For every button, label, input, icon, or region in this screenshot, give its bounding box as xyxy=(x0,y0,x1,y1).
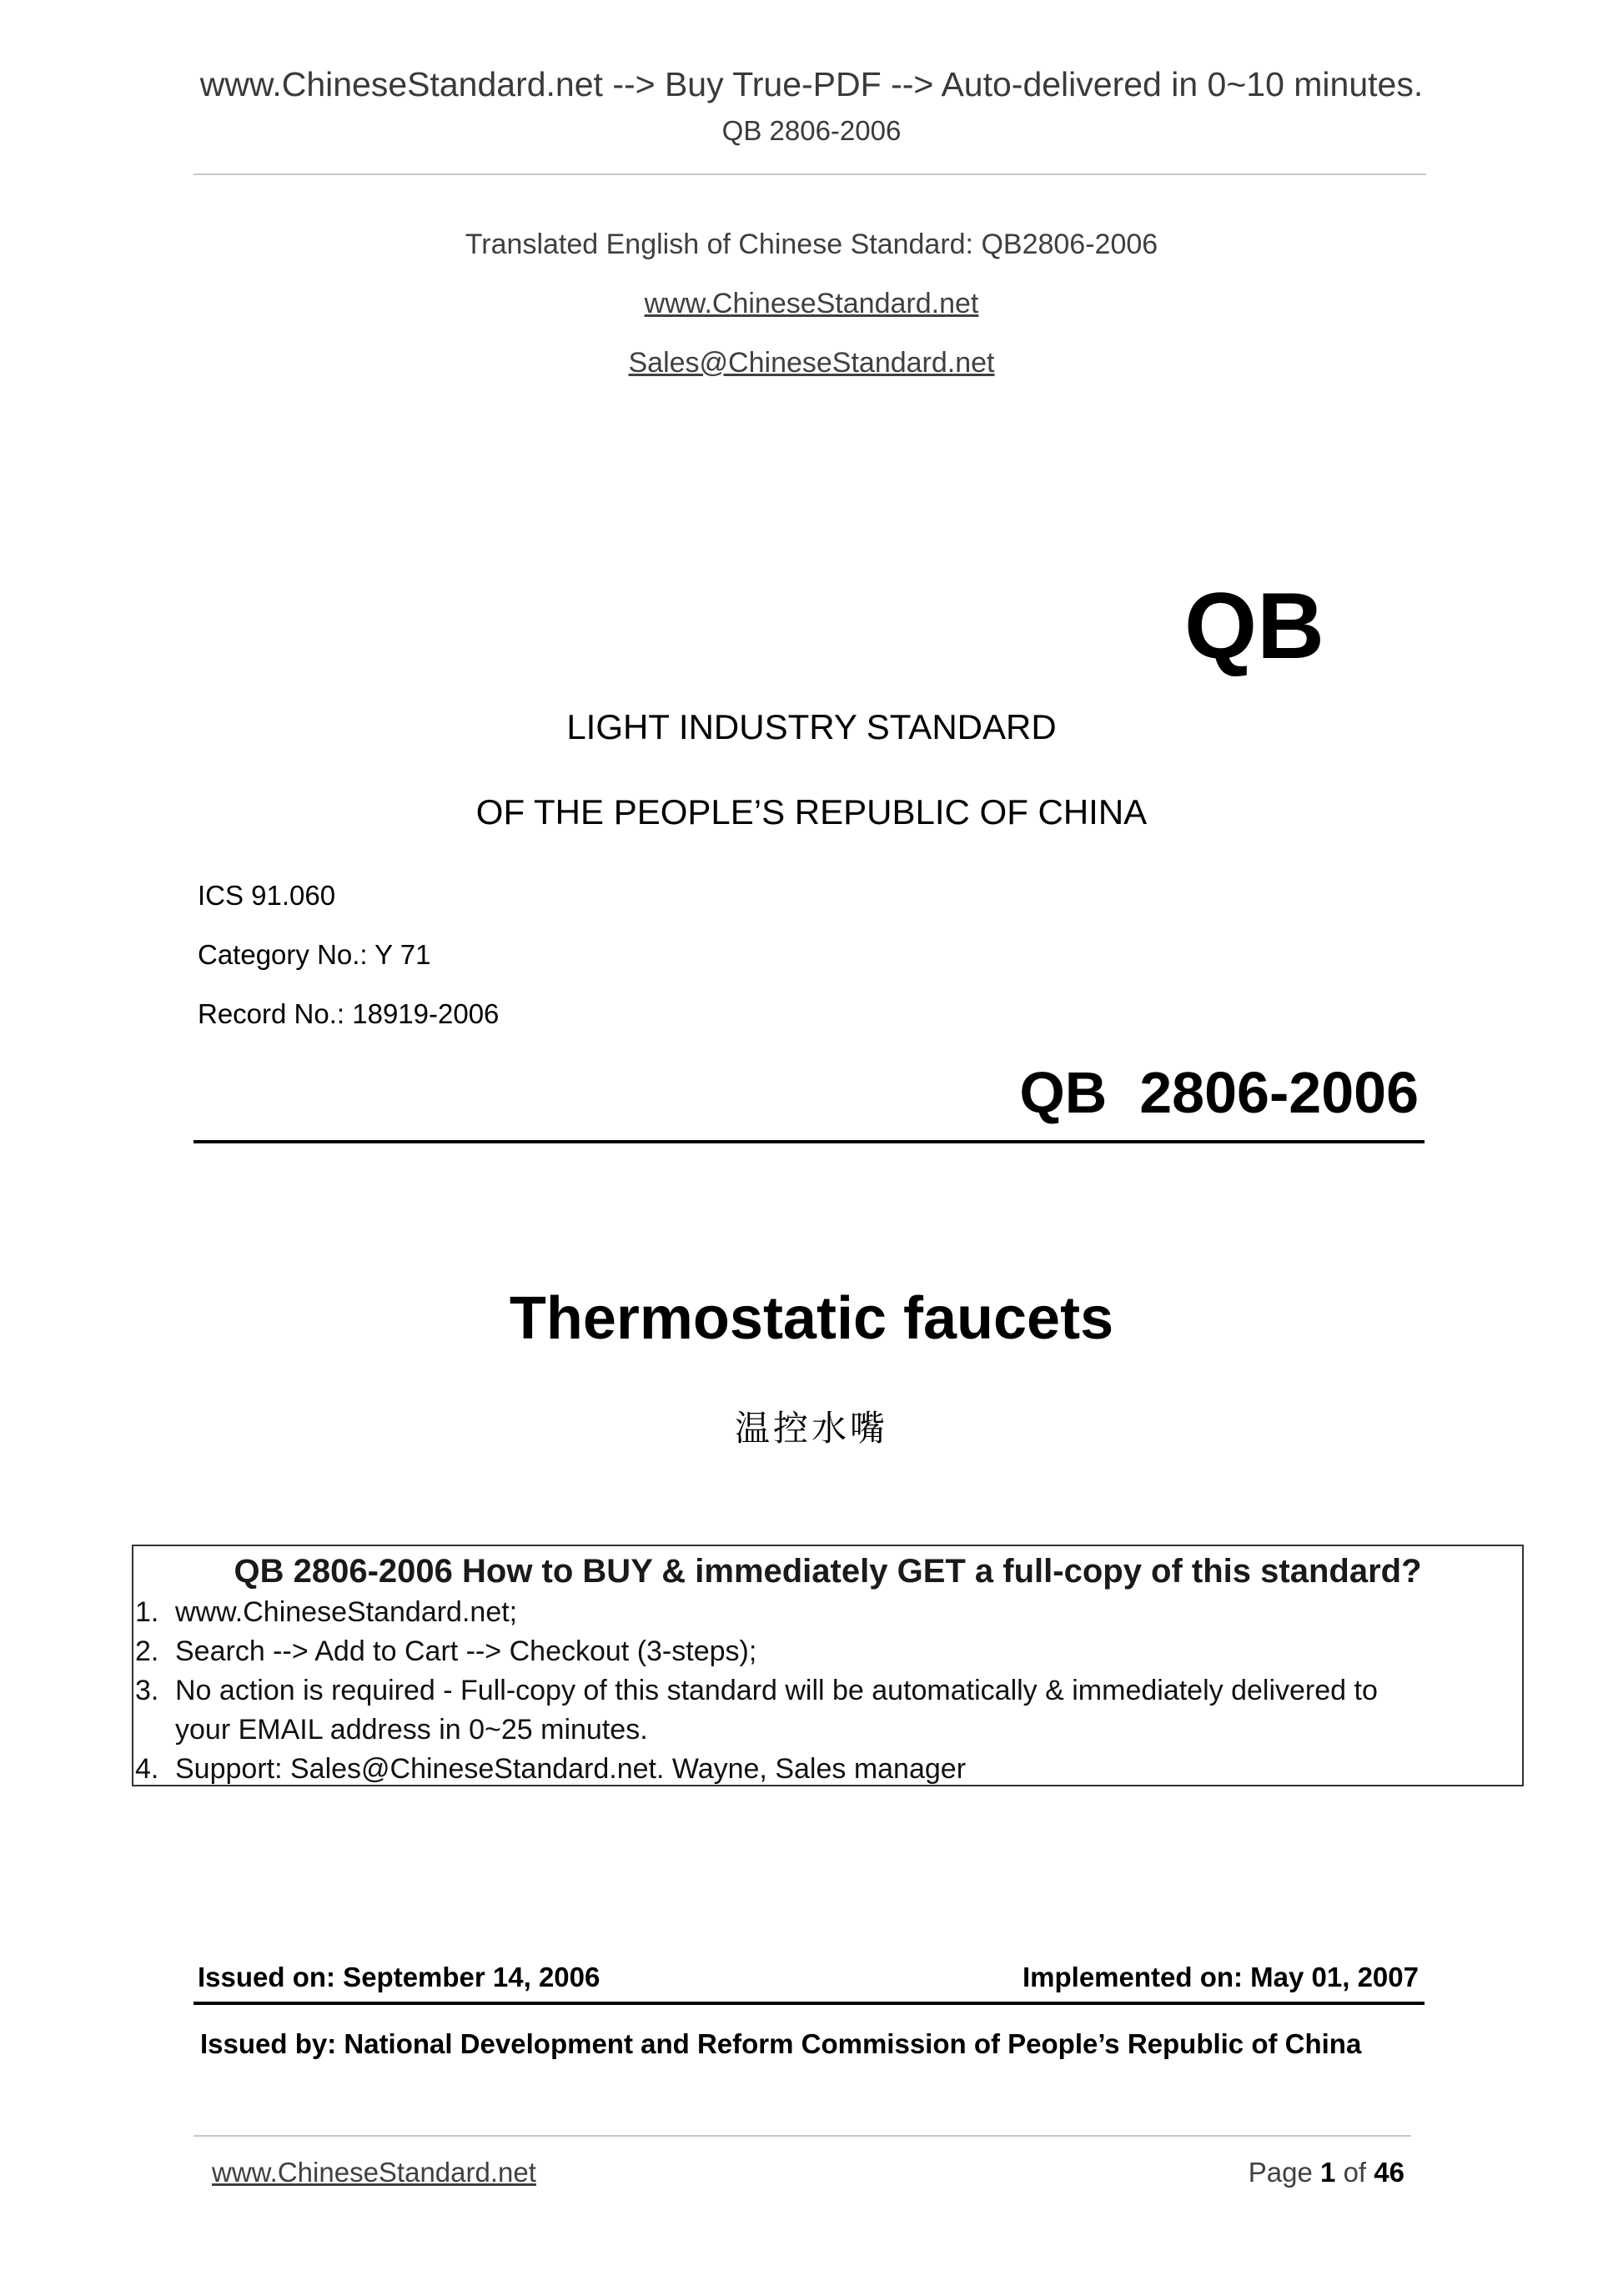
category-number: Category No.: Y 71 xyxy=(198,939,431,970)
document-title: Thermostatic faucets xyxy=(509,1285,1114,1352)
step-text: www.ChineseStandard.net; xyxy=(175,1596,518,1628)
standard-heading-line2: OF THE PEOPLE’S REPUBLIC OF CHINA xyxy=(475,792,1148,831)
purchase-step xyxy=(135,1596,517,1629)
standard-number-rule xyxy=(193,1140,1425,1143)
issue-divider xyxy=(193,2002,1425,2005)
page-label: Page xyxy=(1248,2157,1313,2188)
document-title-chinese: 温控水嘴 xyxy=(734,1408,888,1449)
header-standard-code: QB 2806-2006 xyxy=(721,115,902,146)
step-text: No action is required - Full-copy of this standard will be automatically & immediately delivered to xyxy=(175,1675,1378,1706)
step-text: Search --> Add to Cart --> Checkout (3-steps); xyxy=(175,1635,757,1667)
page-of-label: of xyxy=(1343,2157,1367,2188)
footer-site-link[interactable]: www.ChineseStandard.net xyxy=(212,2157,536,2188)
purchase-step-continuation xyxy=(175,1714,648,1746)
purchase-step xyxy=(135,1753,966,1786)
site-link-row xyxy=(0,288,1623,320)
translated-caption: Translated English of Chinese Standard: QB2806-2006 xyxy=(465,229,1158,260)
standard-number: QB 2806-2006 xyxy=(1019,1060,1419,1125)
purchase-step xyxy=(135,1635,756,1668)
purchase-info-box xyxy=(132,1545,1524,1786)
header-banner: www.ChineseStandard.net --> Buy True-PDF --> Auto-delivered in 0~10 minutes. xyxy=(199,65,1424,103)
standard-heading-line1: LIGHT INDUSTRY STANDARD xyxy=(566,707,1057,746)
total-pages: 46 xyxy=(1374,2157,1404,2188)
sales-link-row xyxy=(0,347,1623,379)
header-divider xyxy=(193,173,1426,175)
site-link[interactable]: www.ChineseStandard.net xyxy=(644,288,979,319)
step-text: your EMAIL address in 0~25 minutes. xyxy=(175,1714,648,1746)
footer-site-link-row xyxy=(212,2157,536,2188)
step-number: 1. xyxy=(135,1596,159,1628)
step-number: 4. xyxy=(135,1753,159,1785)
step-number: 3. xyxy=(135,1675,159,1706)
sales-email-link[interactable]: Sales@ChineseStandard.net xyxy=(628,347,995,379)
current-page-number: 1 xyxy=(1320,2157,1336,2188)
qb-logo: QB xyxy=(1184,574,1324,678)
footer-divider xyxy=(193,2135,1411,2137)
step-text: Support: Sales@ChineseStandard.net. Wayne, Sales manager xyxy=(175,1753,967,1785)
step-number: 2. xyxy=(135,1635,159,1667)
issuing-authority: Issued by: National Development and Reform Commission of People’s Republic of China xyxy=(200,2028,1362,2059)
page-indicator xyxy=(1249,2157,1404,2188)
ics-code: ICS 91.060 xyxy=(198,880,336,911)
record-number: Record No.: 18919-2006 xyxy=(198,998,500,1029)
purchase-box-title: QB 2806-2006 How to BUY & immediately GET a full-copy of this standard? xyxy=(234,1553,1422,1590)
implemented-on-date: Implemented on: May 01, 2007 xyxy=(1022,1962,1419,1992)
issued-on-date: Issued on: September 14, 2006 xyxy=(198,1962,600,1992)
purchase-step xyxy=(135,1675,1378,1707)
